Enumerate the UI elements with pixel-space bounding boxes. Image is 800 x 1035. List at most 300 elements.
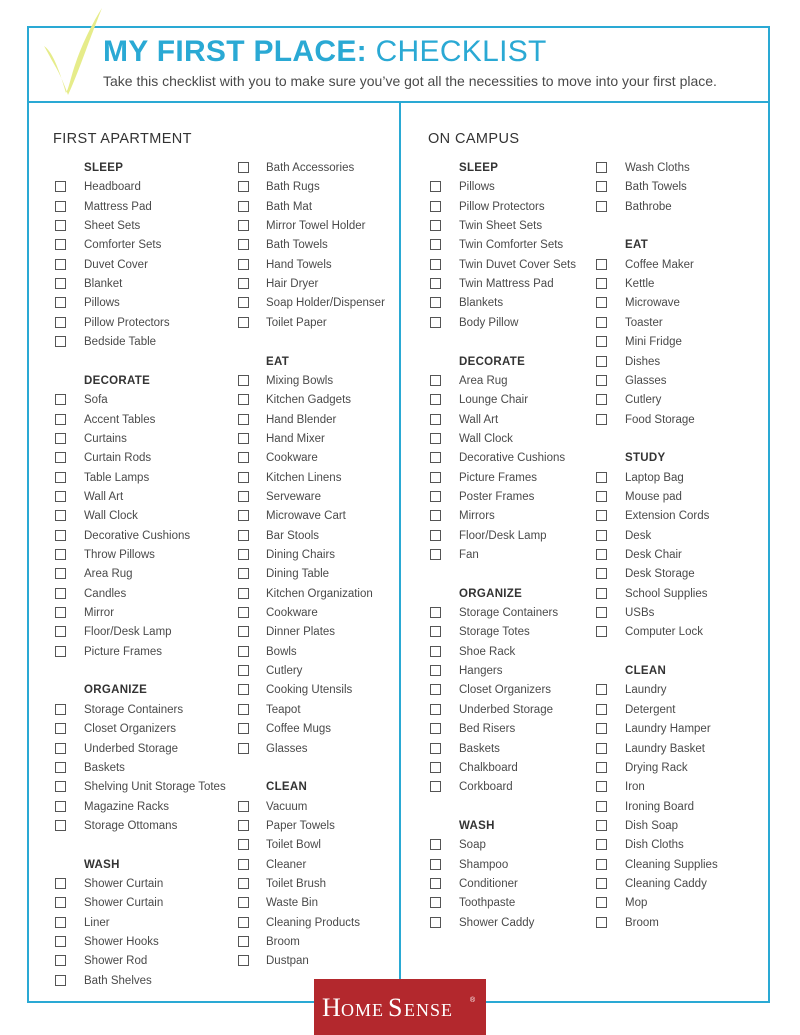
checkbox[interactable]	[430, 646, 441, 657]
checkbox[interactable]	[430, 510, 441, 521]
checkbox[interactable]	[55, 452, 66, 463]
checkbox[interactable]	[55, 568, 66, 579]
checklist-item-label: Hangers	[459, 665, 503, 678]
checkbox[interactable]	[55, 723, 66, 734]
checkbox[interactable]	[238, 917, 249, 928]
checkbox[interactable]	[430, 375, 441, 386]
checklist-item-label: Iron	[625, 781, 645, 794]
checklist-item-label: Toilet Paper	[266, 316, 327, 329]
checklist-item-label: Decorative Cushions	[84, 529, 191, 542]
checklist-item-label: Wall Clock	[84, 510, 138, 523]
checklist-item-label: Storage Containers	[459, 607, 559, 620]
checkbox[interactable]	[430, 414, 441, 425]
checklist-item-label: Blanket	[84, 278, 123, 291]
checklist-item-label: Dinner Plates	[266, 626, 336, 639]
checkbox[interactable]	[238, 530, 249, 541]
checklist-item-label: Bowls	[266, 645, 297, 658]
checklist-item-label: Toilet Brush	[266, 877, 327, 890]
checklist-item-label: Bath Accessories	[266, 162, 355, 174]
checkbox[interactable]	[238, 239, 249, 250]
checklist-item-label: Floor/Desk Lamp	[84, 626, 172, 639]
checklist-item-label: Serveware	[266, 490, 321, 503]
checklist-item-label: Bath Towels	[266, 239, 328, 252]
checkbox[interactable]	[596, 317, 607, 328]
checkbox[interactable]	[55, 181, 66, 192]
checkbox[interactable]	[55, 433, 66, 444]
checklist-item-label: Cooking Utensils	[266, 684, 353, 697]
checklist-item-label: Cutlery	[625, 394, 662, 407]
title-light: CHECKLIST	[375, 35, 547, 68]
checklist-item-label: Food Storage	[625, 413, 695, 426]
checkbox[interactable]	[55, 588, 66, 599]
checkbox[interactable]	[430, 549, 441, 560]
checklist-item-label: Lounge Chair	[459, 394, 529, 407]
checkbox[interactable]	[55, 201, 66, 212]
checkbox[interactable]	[238, 375, 249, 386]
checkbox[interactable]	[55, 801, 66, 812]
checklist-item-label: Bath Towels	[625, 181, 687, 194]
checkbox[interactable]	[596, 704, 607, 715]
checkbox[interactable]	[238, 259, 249, 270]
checkbox[interactable]	[238, 704, 249, 715]
checklist-item-label: Sofa	[84, 394, 108, 407]
checklist-item-label: Broom	[266, 936, 300, 948]
checklist-item-label: Dustpan	[266, 955, 309, 968]
checkbox[interactable]	[430, 878, 441, 889]
checklist-item-label: Shower Caddy	[459, 916, 535, 929]
checklist-item-label: Cleaner	[266, 858, 307, 871]
checkbox[interactable]	[430, 743, 441, 754]
checklist-item-label: Underbed Storage	[459, 703, 553, 716]
checklist-item-label: Closet Organizers	[459, 684, 552, 697]
checkbox[interactable]	[596, 588, 607, 599]
checkmark-icon	[38, 4, 110, 96]
checkbox[interactable]	[596, 839, 607, 850]
category-clean: CLEAN	[625, 665, 667, 678]
checkbox[interactable]	[596, 181, 607, 192]
checklist-item-label: Twin Duvet Cover Sets	[459, 258, 576, 271]
checkbox[interactable]	[238, 859, 249, 870]
checklist-item-label: Fan	[459, 549, 479, 561]
checklist-item-label: Shower Hooks	[84, 936, 159, 948]
checklist-item-label: Coffee Mugs	[266, 723, 331, 736]
checkbox[interactable]	[55, 626, 66, 637]
checkbox[interactable]	[238, 472, 249, 483]
checkbox[interactable]	[55, 820, 66, 831]
checklist-item-label: Dish Soap	[625, 819, 679, 832]
checkbox[interactable]	[238, 297, 249, 308]
checklist-item-label: USBs	[625, 607, 655, 620]
checkbox[interactable]	[238, 414, 249, 425]
checklist-item-label: Wash Cloths	[625, 162, 690, 174]
checklist-item-label: Bath Mat	[266, 200, 313, 213]
checkbox[interactable]	[238, 839, 249, 850]
checklist-item-label: Wall Art	[84, 490, 124, 503]
checkbox[interactable]	[430, 607, 441, 618]
section-title-on-campus: ON CAMPUS	[428, 131, 520, 147]
checklist-item-label: Coffee Maker	[625, 258, 694, 271]
checklist-item-label: Mirrors	[459, 510, 495, 523]
checkbox[interactable]	[238, 549, 249, 560]
checklist-item-label: Headboard	[84, 181, 141, 194]
category-decorate: DECORATE	[84, 374, 151, 387]
checkbox[interactable]	[55, 220, 66, 231]
checkbox[interactable]	[596, 684, 607, 695]
checkbox[interactable]	[430, 704, 441, 715]
checklist-item-label: Bath Shelves	[84, 974, 152, 987]
checkbox[interactable]	[596, 917, 607, 928]
checkbox[interactable]	[430, 394, 441, 405]
checklist-item-label: Dish Cloths	[625, 839, 684, 852]
checkbox[interactable]	[596, 491, 607, 502]
checklist-item-label: Laundry Basket	[625, 742, 705, 755]
checklist-item-label: Laundry Hamper	[625, 723, 711, 736]
checklist-item-label: Storage Ottomans	[84, 819, 178, 832]
checkbox[interactable]	[430, 472, 441, 483]
checklist-item-label: Area Rug	[84, 568, 133, 581]
checklist-item-label: Hair Dryer	[266, 278, 319, 291]
checkbox[interactable]	[238, 491, 249, 502]
checkbox[interactable]	[430, 762, 441, 773]
category-wash: WASH	[84, 858, 120, 871]
checklist-item-label: Broom	[625, 916, 659, 929]
checkbox[interactable]	[238, 936, 249, 947]
checkbox[interactable]	[55, 975, 66, 986]
logo-wordmark	[318, 992, 482, 1022]
checkbox[interactable]	[430, 297, 441, 308]
checkbox[interactable]	[55, 278, 66, 289]
checklist-item-label: Pillows	[84, 297, 120, 310]
checkbox[interactable]	[596, 781, 607, 792]
checkbox[interactable]	[238, 646, 249, 657]
checkbox[interactable]	[55, 491, 66, 502]
checkbox[interactable]	[238, 607, 249, 618]
checkbox[interactable]	[430, 201, 441, 212]
checkbox[interactable]	[238, 201, 249, 212]
category-study: STUDY	[625, 452, 666, 465]
checkbox[interactable]	[55, 239, 66, 250]
checklist-item-label: Pillow Protectors	[84, 316, 170, 329]
checkbox[interactable]	[238, 394, 249, 405]
checkbox[interactable]	[238, 897, 249, 908]
checkbox[interactable]	[55, 607, 66, 618]
checklist-item-label: Cookware	[266, 452, 318, 465]
checkbox[interactable]	[238, 626, 249, 637]
checkbox[interactable]	[238, 220, 249, 231]
checklist-item-label: Mixing Bowls	[266, 374, 334, 387]
checklist-item-label: Shower Curtain	[84, 877, 164, 890]
section-title-first-apartment: FIRST APARTMENT	[53, 131, 192, 147]
checklist-item-label: Dishes	[625, 355, 661, 368]
checkbox[interactable]	[238, 801, 249, 812]
checkbox[interactable]	[596, 530, 607, 541]
checklist-item-label: Soap Holder/Dispenser	[266, 297, 385, 310]
checkbox[interactable]	[596, 414, 607, 425]
checklist-item-label: School Supplies	[625, 587, 708, 600]
checkbox[interactable]	[55, 781, 66, 792]
checkbox[interactable]	[238, 955, 249, 966]
checklist-item-label: Mouse pad	[625, 490, 682, 503]
checklist-item-label: Liner	[84, 916, 110, 929]
checklist-item-label: Twin Sheet Sets	[459, 220, 543, 233]
checklist-item-label: Dining Chairs	[266, 549, 336, 561]
checkbox[interactable]	[238, 684, 249, 695]
checkbox[interactable]	[238, 181, 249, 192]
checklist-item-label: Closet Organizers	[84, 723, 177, 736]
checklist-item-label: Underbed Storage	[84, 742, 178, 755]
checklist-item-label: Detergent	[625, 703, 676, 716]
checklist-item-label: Mattress Pad	[84, 200, 152, 213]
checkbox[interactable]	[596, 278, 607, 289]
checkbox[interactable]	[430, 626, 441, 637]
checklist-item-label: Vacuum	[266, 800, 308, 813]
category-organize: ORGANIZE	[84, 684, 148, 697]
checklist-item-label: Mop	[625, 897, 648, 910]
checklist-item-label: Shelving Unit Storage Totes	[84, 781, 226, 794]
checkbox[interactable]	[430, 491, 441, 502]
title-bold: MY FIRST PLACE:	[103, 35, 367, 68]
checkbox[interactable]	[430, 433, 441, 444]
checklist-item-label: Bar Stools	[266, 529, 320, 542]
checkbox[interactable]	[596, 394, 607, 405]
checklist-item-label: Baskets	[459, 742, 500, 755]
checkbox[interactable]	[430, 897, 441, 908]
checkbox[interactable]	[596, 723, 607, 734]
checkbox[interactable]	[55, 530, 66, 541]
checklist-item-label: Glasses	[625, 374, 667, 387]
checklist-item-label: Paper Towels	[266, 819, 335, 832]
checkbox[interactable]	[596, 201, 607, 212]
checkbox[interactable]	[596, 259, 607, 270]
checkbox[interactable]	[596, 297, 607, 308]
checklist-item-label: Curtain Rods	[84, 452, 152, 465]
checkbox[interactable]	[238, 317, 249, 328]
checklist-item-label: Extension Cords	[625, 510, 710, 523]
checkbox[interactable]	[238, 878, 249, 889]
checkbox[interactable]	[55, 762, 66, 773]
checklist-item-label: Cookware	[266, 607, 318, 620]
checklist-item-label: Microwave Cart	[266, 510, 346, 523]
checklist-item-label: Conditioner	[459, 877, 518, 890]
category-organize: ORGANIZE	[459, 587, 523, 600]
checklist-item-label: Body Pillow	[459, 316, 519, 329]
checkbox[interactable]	[238, 665, 249, 676]
checklist-item-label: Chalkboard	[459, 761, 518, 774]
checkbox[interactable]	[55, 394, 66, 405]
checkbox[interactable]	[596, 897, 607, 908]
checklist-item-label: Cleaning Supplies	[625, 858, 718, 871]
checkbox[interactable]	[596, 162, 607, 173]
checkbox[interactable]	[430, 665, 441, 676]
category-clean: CLEAN	[266, 781, 308, 794]
category-sleep: SLEEP	[84, 162, 124, 174]
checklist-item-label: Decorative Cushions	[459, 452, 566, 465]
checkbox[interactable]	[430, 278, 441, 289]
column-divider	[399, 103, 401, 1001]
checklist-item-label: Table Lamps	[84, 471, 150, 484]
checkbox[interactable]	[430, 530, 441, 541]
checklist-item-label: Blankets	[459, 297, 504, 310]
checkbox[interactable]	[55, 936, 66, 947]
checklist-item-label: Twin Mattress Pad	[459, 278, 554, 291]
checklist-item-label: Pillow Protectors	[459, 200, 545, 213]
checkbox[interactable]	[430, 723, 441, 734]
checkbox[interactable]	[596, 801, 607, 812]
checklist-item-label: Picture Frames	[84, 645, 162, 658]
homesense-logo	[314, 979, 486, 1035]
svg-text:OME: OME	[341, 1000, 384, 1020]
checklist-item-label: Toaster	[625, 316, 663, 329]
checklist-item-label: Kitchen Organization	[266, 587, 373, 600]
checkbox[interactable]	[238, 452, 249, 463]
checklist-item-label: Laptop Bag	[625, 471, 684, 484]
checkbox[interactable]	[596, 878, 607, 889]
checklist-item-label: Mini Fridge	[625, 336, 682, 349]
checklist-item-label: Toilet Bowl	[266, 839, 321, 852]
checkbox[interactable]	[55, 704, 66, 715]
checklist-item-label: Corkboard	[459, 781, 513, 794]
checkbox[interactable]	[430, 781, 441, 792]
checkbox[interactable]	[596, 568, 607, 579]
checkbox[interactable]	[596, 336, 607, 347]
checklist-item-label: Microwave	[625, 297, 680, 310]
checkbox[interactable]	[55, 317, 66, 328]
checkbox[interactable]	[55, 297, 66, 308]
checklist-item-label: Accent Tables	[84, 413, 156, 426]
checklist-item-label: Bathrobe	[625, 200, 672, 213]
checklist-item-label: Bedside Table	[84, 336, 157, 349]
checkbox[interactable]	[55, 917, 66, 928]
checklist-item-label: Cleaning Caddy	[625, 877, 707, 890]
checkbox[interactable]	[430, 181, 441, 192]
checklist-item-label: Pillows	[459, 181, 495, 194]
checkbox[interactable]	[238, 510, 249, 521]
checklist-item-label: Waste Bin	[266, 897, 318, 910]
checklist-item-label: Desk Storage	[625, 568, 695, 581]
checkbox[interactable]	[238, 162, 249, 173]
category-sleep: SLEEP	[459, 162, 499, 174]
checkbox[interactable]	[238, 433, 249, 444]
checklist-item-label: Bath Rugs	[266, 181, 320, 194]
checklist-item-label: Bed Risers	[459, 723, 516, 736]
checklist-item-label: Drying Rack	[625, 761, 688, 774]
checklist-item-label: Throw Pillows	[84, 549, 155, 561]
category-wash: WASH	[459, 819, 495, 832]
checkbox[interactable]	[430, 317, 441, 328]
checklist-item-label: Storage Totes	[459, 626, 530, 639]
checklist-item-label: Wall Art	[459, 413, 499, 426]
checkbox[interactable]	[238, 588, 249, 599]
checklist-item-label: Candles	[84, 587, 127, 600]
checkbox[interactable]	[430, 684, 441, 695]
checklist-item-label: Duvet Cover	[84, 258, 148, 271]
checklist-item-label: Kettle	[625, 278, 655, 291]
checklist-item-label: Magazine Racks	[84, 800, 170, 813]
checkbox[interactable]	[430, 259, 441, 270]
checkbox[interactable]	[596, 859, 607, 870]
checklist-item-label: Kitchen Linens	[266, 471, 342, 484]
checkbox[interactable]	[596, 510, 607, 521]
checkbox[interactable]	[596, 743, 607, 754]
checklist-item-label: Shower Curtain	[84, 897, 164, 910]
checklist-item-label: Soap	[459, 839, 486, 852]
checklist-item-label: Picture Frames	[459, 471, 537, 484]
checkbox[interactable]	[55, 743, 66, 754]
checkbox[interactable]	[596, 549, 607, 560]
checkbox[interactable]	[238, 743, 249, 754]
checklist-item-label: Storage Containers	[84, 703, 184, 716]
checkbox[interactable]	[55, 414, 66, 425]
checkbox[interactable]	[596, 356, 607, 367]
checklist-item-label: Floor/Desk Lamp	[459, 529, 547, 542]
category-eat: EAT	[266, 355, 290, 368]
checkbox[interactable]	[430, 239, 441, 250]
checkbox[interactable]	[55, 259, 66, 270]
page-title	[103, 36, 547, 68]
checkbox[interactable]	[55, 955, 66, 966]
page-subtitle: Take this checklist with you to make sure you’ve got all the necessities to move into your first place.	[103, 73, 717, 89]
checklist-item-label: Dining Table	[266, 568, 330, 581]
checkbox[interactable]	[238, 820, 249, 831]
category-decorate: DECORATE	[459, 355, 526, 368]
checklist-item-label: Hand Blender	[266, 413, 337, 426]
checkbox[interactable]	[596, 820, 607, 831]
checkbox[interactable]	[430, 839, 441, 850]
checklist-item-label: Area Rug	[459, 374, 508, 387]
checklist-item-label: Mirror	[84, 607, 115, 620]
svg-text:H: H	[322, 993, 341, 1022]
svg-text:S: S	[388, 993, 403, 1022]
checklist-item-label: Hand Towels	[266, 258, 332, 271]
checkbox[interactable]	[55, 336, 66, 347]
checklist-item-label: Shoe Rack	[459, 645, 516, 658]
checkbox[interactable]	[596, 626, 607, 637]
checklist-item-label: Toothpaste	[459, 897, 516, 910]
checkbox[interactable]	[596, 472, 607, 483]
checkbox[interactable]	[55, 897, 66, 908]
checklist-item-label: Desk Chair	[625, 549, 682, 561]
checklist-item-label: Poster Frames	[459, 490, 535, 503]
checklist-item-label: Cutlery	[266, 665, 303, 678]
checklist-item-label: Ironing Board	[625, 800, 695, 813]
checkbox[interactable]	[55, 472, 66, 483]
checkbox[interactable]	[596, 607, 607, 618]
checklist-item-label: Mirror Towel Holder	[266, 220, 366, 233]
checkbox[interactable]	[55, 878, 66, 889]
checkbox[interactable]	[238, 723, 249, 734]
checkbox[interactable]	[55, 549, 66, 560]
checklist-item-label: Shampoo	[459, 858, 509, 871]
checkbox[interactable]	[55, 510, 66, 521]
checkbox[interactable]	[430, 917, 441, 928]
checklist-item-label: Teapot	[266, 703, 301, 716]
checkbox[interactable]	[430, 452, 441, 463]
checkbox[interactable]	[55, 646, 66, 657]
checklist-item-label: Curtains	[84, 432, 127, 445]
checkbox[interactable]	[430, 859, 441, 870]
checklist-item-label: Sheet Sets	[84, 220, 141, 233]
checklist-item-label: Twin Comforter Sets	[459, 239, 564, 252]
checklist-item-label: Glasses	[266, 742, 308, 755]
checkbox[interactable]	[238, 278, 249, 289]
svg-text:ENSE: ENSE	[404, 1000, 453, 1020]
checkbox[interactable]	[596, 762, 607, 773]
checklist-item-label: Wall Clock	[459, 432, 513, 445]
checklist-item-label: Cleaning Products	[266, 916, 360, 929]
checkbox[interactable]	[596, 375, 607, 386]
checkbox[interactable]	[238, 568, 249, 579]
checkbox[interactable]	[430, 220, 441, 231]
